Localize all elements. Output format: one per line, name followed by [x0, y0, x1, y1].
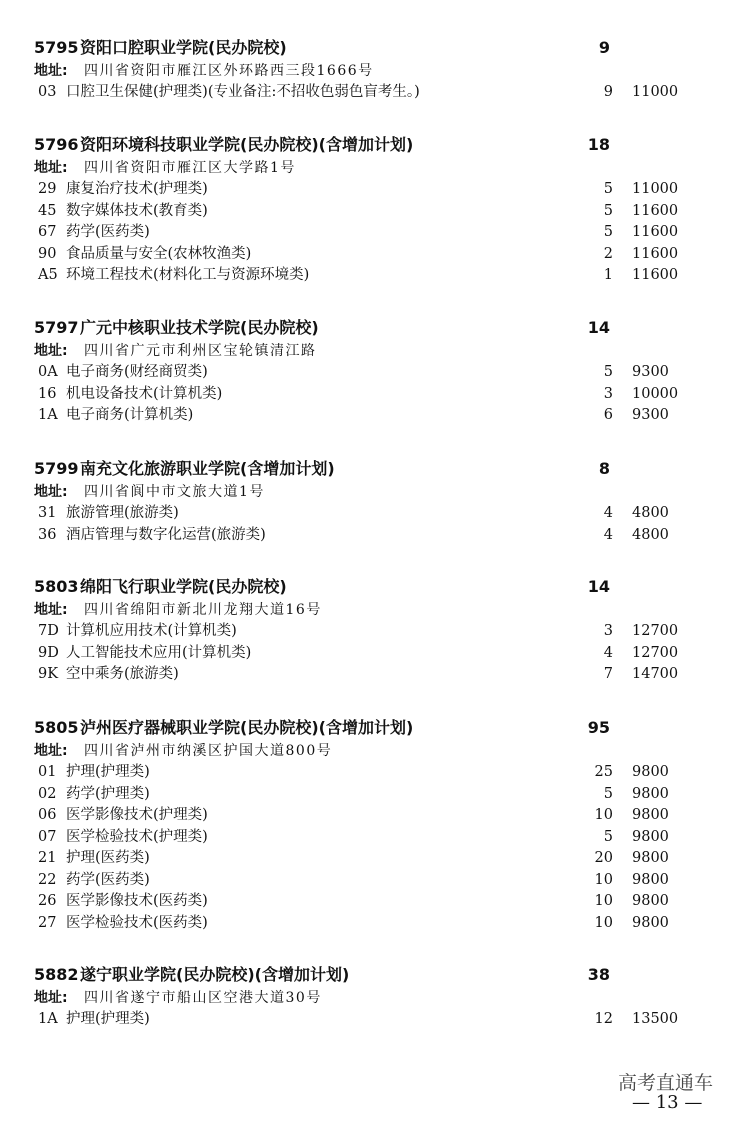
major-count: 12 — [594, 1011, 613, 1027]
major-name: 旅游管理(旅游类) — [66, 505, 179, 521]
school-address: 四川省遂宁市船山区空港大道30号 — [84, 990, 322, 1006]
school-total: 95 — [587, 718, 610, 737]
school-name: 遂宁职业学院(民办院校)(含增加计划) — [80, 965, 350, 984]
school-block — [0, 575, 756, 686]
major-count: 5 — [603, 364, 613, 380]
major-count: 1 — [603, 267, 613, 283]
page-number: — 13 — — [632, 1092, 703, 1113]
major-fee: 13500 — [632, 1011, 679, 1027]
major-fee: 12700 — [632, 644, 679, 661]
major-name: 药学(医药类) — [66, 871, 150, 888]
major-row — [0, 525, 756, 547]
major-name: 人工智能技术应用(计算机类) — [66, 644, 252, 661]
major-count: 10 — [594, 893, 613, 909]
major-row — [0, 179, 756, 201]
major-count: 10 — [594, 807, 613, 823]
school-address: 四川省资阳市雁江区外环路西三段1666号 — [84, 63, 374, 79]
major-code: 31 — [38, 505, 57, 521]
major-row — [0, 244, 756, 266]
major-fee: 11000 — [632, 84, 679, 100]
major-fee: 12700 — [632, 623, 679, 639]
school-block — [0, 457, 756, 546]
major-name: 计算机应用技术(计算机类) — [66, 623, 237, 639]
school-name: 资阳环境科技职业学院(民办院校)(含增加计划) — [80, 135, 414, 154]
major-code: 1A — [38, 1011, 58, 1027]
school-address: 四川省资阳市雁江区大学路1号 — [84, 160, 296, 176]
major-fee: 9800 — [632, 871, 669, 888]
major-name: 口腔卫生保健(护理类)(专业备注:不招收色弱色盲考生。) — [66, 84, 420, 100]
major-name: 药学(医药类) — [66, 224, 150, 240]
school-block — [0, 36, 756, 104]
major-count: 5 — [603, 785, 613, 802]
major-fee: 10000 — [632, 385, 679, 402]
school-name: 广元中核职业技术学院(民办院校) — [80, 318, 319, 337]
major-count: 5 — [603, 181, 613, 197]
major-row — [0, 664, 756, 686]
school-block — [0, 316, 756, 427]
major-fee: 11600 — [632, 267, 679, 283]
major-code: 16 — [38, 385, 57, 402]
major-code: 67 — [38, 224, 57, 240]
major-count: 5 — [603, 828, 613, 845]
school-name: 资阳口腔职业学院(民办院校) — [80, 38, 287, 57]
major-count: 4 — [603, 644, 613, 661]
major-fee: 11000 — [632, 181, 679, 197]
major-row — [0, 621, 756, 643]
major-row — [0, 891, 756, 913]
major-fee: 11600 — [632, 224, 679, 240]
school-code: 5803 — [34, 577, 79, 596]
major-fee: 14700 — [632, 666, 679, 682]
major-fee: 11600 — [632, 245, 679, 262]
major-row — [0, 201, 756, 223]
school-block — [0, 963, 756, 1031]
major-name: 护理(护理类) — [66, 764, 150, 780]
major-code: 02 — [38, 785, 57, 802]
address-label: 地址: — [34, 343, 68, 359]
watermark: 高考直通车 — [618, 1072, 714, 1094]
address-label: 地址: — [34, 63, 68, 79]
address-label: 地址: — [34, 160, 68, 176]
major-row — [0, 222, 756, 244]
school-name: 绵阳飞行职业学院(民办院校) — [80, 577, 287, 596]
major-row — [0, 362, 756, 384]
major-name: 电子商务(财经商贸类) — [66, 364, 208, 380]
major-count: 25 — [594, 764, 613, 780]
major-fee: 9800 — [632, 914, 669, 931]
major-count: 20 — [594, 850, 613, 866]
major-row — [0, 503, 756, 525]
major-name: 酒店管理与数字化运营(旅游类) — [66, 526, 266, 543]
major-fee: 9300 — [632, 364, 669, 380]
major-name: 康复治疗技术(护理类) — [66, 181, 208, 197]
major-code: 7D — [38, 623, 59, 639]
major-code: 01 — [38, 764, 57, 780]
major-row — [0, 384, 756, 406]
major-row — [0, 848, 756, 870]
school-total: 18 — [587, 135, 610, 154]
school-code: 5799 — [34, 459, 79, 478]
major-code: 29 — [38, 181, 57, 197]
major-code: 1A — [38, 407, 58, 423]
major-count: 3 — [603, 623, 613, 639]
address-label: 地址: — [34, 484, 68, 500]
school-block — [0, 133, 756, 287]
major-code: A5 — [38, 267, 58, 283]
major-count: 10 — [594, 914, 613, 931]
major-row — [0, 643, 756, 665]
major-row — [0, 913, 756, 935]
major-count: 6 — [603, 407, 613, 423]
school-code: 5805 — [34, 718, 79, 737]
address-label: 地址: — [34, 743, 68, 759]
major-code: 9D — [38, 644, 59, 661]
school-total: 14 — [587, 577, 610, 596]
major-row — [0, 1009, 756, 1031]
major-name: 医学检验技术(护理类) — [66, 828, 208, 845]
major-count: 10 — [594, 871, 613, 888]
major-row — [0, 827, 756, 849]
major-fee: 9300 — [632, 407, 669, 423]
school-code: 5882 — [34, 965, 79, 984]
major-name: 电子商务(计算机类) — [66, 407, 194, 423]
major-name: 空中乘务(旅游类) — [66, 666, 179, 682]
major-code: 21 — [38, 850, 57, 866]
major-count: 7 — [603, 666, 613, 682]
major-code: 9K — [38, 666, 59, 682]
major-row — [0, 784, 756, 806]
major-row — [0, 405, 756, 427]
school-code: 5795 — [34, 38, 79, 57]
major-count: 9 — [603, 84, 613, 100]
major-code: 90 — [38, 245, 57, 262]
major-fee: 9800 — [632, 807, 669, 823]
major-fee: 9800 — [632, 764, 669, 780]
major-code: 26 — [38, 893, 57, 909]
school-total: 14 — [587, 318, 610, 337]
major-count: 4 — [603, 526, 613, 543]
school-name: 泸州医疗器械职业学院(民办院校)(含增加计划) — [80, 718, 414, 737]
school-address: 四川省绵阳市新北川龙翔大道16号 — [84, 602, 322, 618]
major-fee: 9800 — [632, 785, 669, 802]
major-count: 2 — [603, 245, 613, 262]
major-name: 食品质量与安全(农林牧渔类) — [66, 245, 252, 262]
school-total: 8 — [598, 459, 610, 478]
major-name: 药学(护理类) — [66, 785, 150, 802]
school-address: 四川省阆中市文旅大道1号 — [84, 484, 265, 500]
school-name: 南充文化旅游职业学院(含增加计划) — [80, 459, 335, 478]
major-count: 4 — [603, 505, 613, 521]
school-address: 四川省泸州市纳溪区护国大道800号 — [84, 743, 333, 759]
major-name: 医学影像技术(医药类) — [66, 893, 208, 909]
school-total: 9 — [598, 38, 610, 57]
major-row — [0, 762, 756, 784]
major-code: 06 — [38, 807, 57, 823]
major-count: 5 — [603, 202, 613, 219]
major-name: 机电设备技术(计算机类) — [66, 385, 223, 402]
major-code: 03 — [38, 84, 57, 100]
major-count: 5 — [603, 224, 613, 240]
major-name: 护理(医药类) — [66, 850, 150, 866]
major-name: 医学检验技术(医药类) — [66, 914, 208, 931]
address-label: 地址: — [34, 990, 68, 1006]
major-fee: 9800 — [632, 828, 669, 845]
major-row — [0, 265, 756, 287]
major-count: 3 — [603, 385, 613, 402]
major-code: 07 — [38, 828, 57, 845]
major-code: 45 — [38, 202, 57, 219]
major-fee: 9800 — [632, 893, 669, 909]
school-code: 5797 — [34, 318, 79, 337]
major-fee: 11600 — [632, 202, 679, 219]
major-code: 27 — [38, 914, 57, 931]
school-code: 5796 — [34, 135, 79, 154]
major-row — [0, 805, 756, 827]
major-fee: 4800 — [632, 526, 669, 543]
major-name: 环境工程技术(材料化工与资源环境类) — [66, 267, 310, 283]
school-address: 四川省广元市利州区宝轮镇清江路 — [84, 343, 317, 359]
major-code: 22 — [38, 871, 57, 888]
school-block — [0, 716, 756, 934]
major-code: 36 — [38, 526, 57, 543]
major-name: 数字媒体技术(教育类) — [66, 202, 208, 219]
major-name: 护理(护理类) — [66, 1011, 150, 1027]
major-fee: 9800 — [632, 850, 669, 866]
address-label: 地址: — [34, 602, 68, 618]
major-row — [0, 82, 756, 104]
major-name: 医学影像技术(护理类) — [66, 807, 208, 823]
major-fee: 4800 — [632, 505, 669, 521]
major-code: 0A — [38, 364, 58, 380]
school-total: 38 — [587, 965, 610, 984]
major-row — [0, 870, 756, 892]
